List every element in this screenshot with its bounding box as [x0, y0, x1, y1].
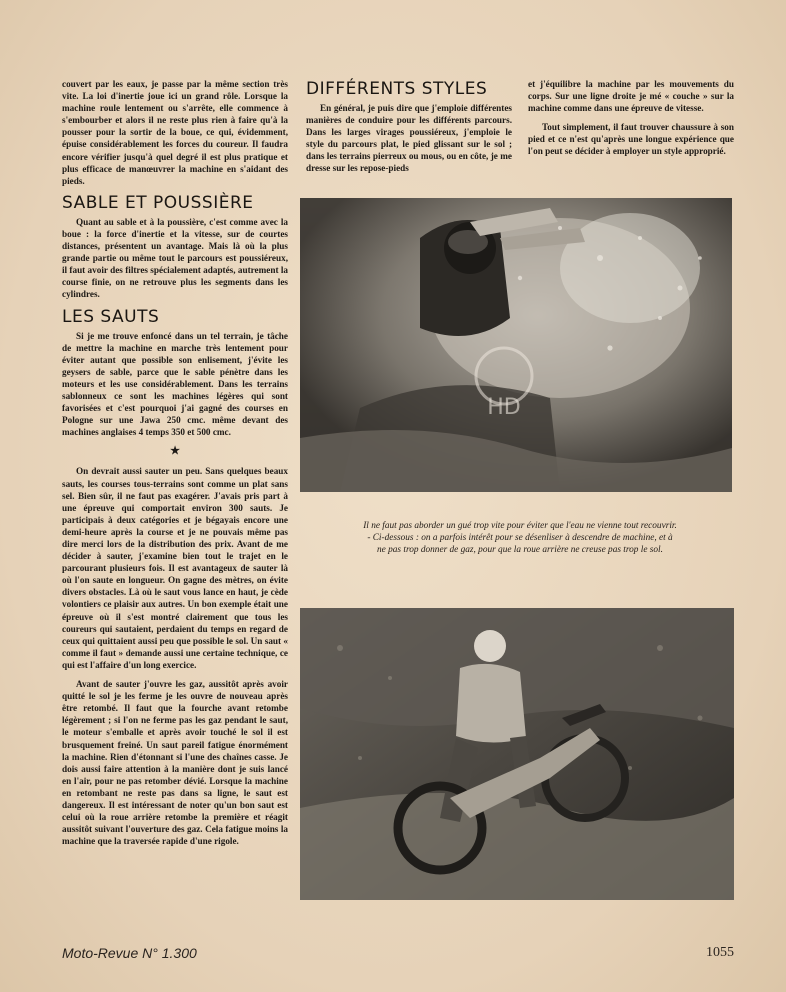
left-column-intro-text: couvert par les eaux, je passe par la même section très vite. La loi d'inertie joue ici un grand rôle. Lorsque la machine roule lentement ou s'arrête, elle commence à s'embourber et alors il ne reste plus rien à faire qu'à la pousser pour la sortir de la boue, ce qui, évidemment, épuise considérablement les forces du coureur. Il faudra encore vérifier jusqu'à quel degré il est plus pratique et plus efficace de manœuvrer la machine en s'aidant des pieds. — [62, 79, 288, 186]
right-column-text-1: et j'équilibre la machine par les mouvements du corps. Sur une ligne droite je mé « couche » sur la machine comme dans une épreuve de vitesse. — [528, 79, 734, 114]
sauts-text: Si je me trouve enfoncé dans un tel terrain, je tâche de mettre la machine en marche très lentement pour éviter autant que possible son enlisement, j'évite les geysers de sable, parce que le sable pénètre dans les moteurs et les use considérablement. Dans les terrains sablonneux ce sont les machines légères qui sont favorisées et c'est pourquoi j'ai gagné des courses en Pologne sur une Jawa 250 cmc. même devant des machines anglaises 4 temps 350 et 500 cmc. — [62, 330, 288, 438]
sauter-paragraph-2: Avant de sauter j'ouvre les gaz, aussitôt après avoir quitté le sol je les ferme je les ouvre de nouveau après être retombé. Il faut que la fourche avant retombe légèrement ; si l'on ne ferme pas les gaz pendant le saut, le moteur s'emballe et après avoir touché le sol il est brusquement freiné. Un saut pareil fatigue énormément la machine. Rien d'étonnant si l'une des chaînes casse. Je dois aussi faire attention à la manière dont je suis lancé en l'air, pour ne pas retomber dévié. Lorsque la machine en retombant ne reste pas dans sa ligne, le saut est dangereux. Il est intéressant de noter qu'un bon saut est celui où la roue arrière retombe la première et réagit aussitôt suivant l'ouverture des gaz. Cela fatigue moins la machine que la traversée rapide d'une rigole. — [62, 679, 288, 847]
section-heading-sable: SABLE ET POUSSIÈRE — [62, 192, 254, 213]
separator-star: ★ — [170, 445, 180, 458]
middle-column — [306, 76, 512, 182]
photo-caption: Il ne faut pas aborder un gué trop vite pour éviter que l'eau ne vienne tout recouvrir. - Ci-dessous : on a parfois intérêt pour se désenliser à descendre de machine, et à ne pas trop donner de gaz, pour que la roue arrière ne creuse pas trop le sol. — [363, 521, 677, 555]
sable-text: Quant au sable et à la poussière, c'est comme avec la boue : la force d'inertie et la vitesse, sur de courtes distances, présentent un avantage. Mais là où la plus grande partie ou même tout le parcours est poussiéreux, il faut avoir des filtres spécialement adaptés, autrement la course finie, on ne retrouve plus les segments dans les cylindres. — [62, 216, 288, 300]
right-column — [528, 78, 734, 165]
left-column — [62, 78, 288, 854]
right-column-text-2: Tout simplement, il faut trouver chaussure à son pied et ce n'est qu'après une longue expérience que l'on peut se décider à employer un style approprié. — [528, 122, 734, 157]
footer-magazine-issue: Moto-Revue N° 1.300 — [62, 945, 197, 961]
footer-page-number: 1055 — [706, 945, 734, 960]
watermark-text: HD — [487, 395, 521, 420]
section-heading-sauts: LES SAUTS — [62, 306, 160, 327]
styles-text: En général, je puis dire que j'emploie différentes manières de conduire pour les différents parcours. Dans les larges virages poussiéreux, j'emploie le style du parcours plat, le pied glissant sur le sol ; dans les terrains pierreux ou mous, ou en côte, je me dresse sur les repose-pieds — [306, 103, 512, 174]
sauter-paragraph-1: On devrait aussi sauter un peu. Sans quelques beaux sauts, les courses tous-terrains sont comme un plat sans sel. Bien sûr, il ne faut pas exagérer. J'avais pris part à une épreuve qui comportait environ 300 sauts. Je participais à deux catégories et je bégayais encore une demi-heure après la course et je ne pouvais même pas dire merci lors de la distribution des prix. Avant de me décider à sauter, j'examine bien tout le trajet en le parcourant plusieurs fois. Il est avantageux de sauter là où l'on saute en longueur. On gagne des mètres, on évite divers obstacles. Là où le saut vous lance en haut, je cède volontiers ce plaisir aux autres. Un bon exemple était une épreuve où il s'est montré clairement que tous les coureurs qui sautaient, perdaient du temps en regard de ceux qui quittaient aussi peu que possible le sol. Un saut « comme il faut » demande aussi une certaine technique, ce qui est l'affaire d'un long exercice. — [62, 466, 288, 670]
section-heading-styles: DIFFÉRENTS STYLES — [306, 79, 488, 99]
photo-rider-mud — [300, 608, 734, 900]
watermark-logo — [466, 344, 542, 422]
